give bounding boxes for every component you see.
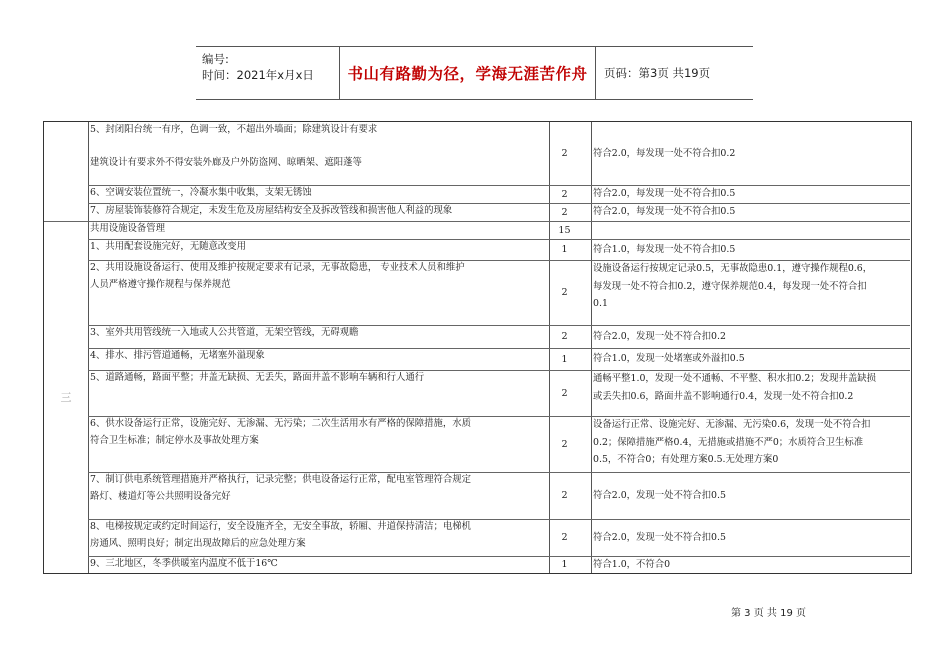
table-row-item — [90, 472, 550, 519]
rule-text-line: 0.5，不符合0；有处理方案0.5.无处理方案0 — [593, 454, 779, 465]
rule-text-line: 符合2.0，发现一处不符合扣0.5 — [593, 531, 726, 543]
rule-text-line: 符合2.0，每发现一处不符合扣0.2 — [593, 147, 736, 159]
table-row-rule — [593, 529, 907, 547]
table-row-item — [90, 348, 550, 370]
item-text-line — [90, 139, 550, 156]
rule-text-line: 符合1.0，每发现一处不符合扣0.5 — [593, 243, 736, 255]
table-row-item — [90, 416, 550, 472]
table-row-item — [90, 239, 550, 260]
table-row-score: 1 — [561, 244, 568, 255]
table-row-rule — [593, 260, 907, 313]
rule-text-line: 符合2.0，每发现一处不符合扣0.5 — [593, 188, 736, 200]
table-row-score: 2 — [561, 438, 568, 450]
rule-text-line: 通畅平整1.0，发现一处不通畅、不平整、积水扣0.2；发现井盖缺损 — [593, 373, 876, 384]
table-row-score: 2 — [561, 188, 568, 200]
table-row-rule — [593, 221, 907, 239]
table-row-rule — [593, 328, 907, 346]
table-row-rule — [593, 416, 907, 469]
item-text-line: 6、空调安装位置统一，冷凝水集中收集，支架无锈蚀 — [90, 187, 312, 198]
table-row-item — [90, 370, 550, 416]
rule-text-line: 每发现一处不符合扣0.2，遵守保养规范0.4，每发现一处不符合扣 — [593, 280, 867, 292]
table-row-rule — [593, 145, 907, 163]
assessment-table — [43, 121, 912, 574]
table-row-score: 2 — [561, 148, 568, 159]
item-text-line: 共用设施设备管理 — [90, 223, 166, 234]
header-page-code: 页码：第3页 共19页 — [604, 66, 711, 80]
item-text-line: 5、道路通畅，路面平整；井盖无缺损、无丢失，路面井盖不影响车辆和行人通行 — [90, 372, 425, 383]
item-text-line: 3、室外共用管线统一入地或人公共管道，无架空管线，无碍观瞻 — [90, 327, 359, 338]
table-row-rule — [593, 350, 907, 368]
section-group-label: 三 — [60, 391, 72, 404]
table-row-rule — [593, 185, 907, 203]
rule-text-line — [593, 221, 907, 239]
item-text-line: 路灯、楼道灯等公共照明设备完好 — [90, 490, 231, 502]
rule-text-line: 或丢失扣0.6，路面井盖不影响通行0.4，发现一处不符合扣0.2 — [593, 390, 854, 402]
table-row-item — [90, 556, 550, 573]
table-row-item — [90, 185, 550, 203]
item-text-line: 6、供水设备运行正常，设施完好、无渗漏、无污染；二次生活用水有严格的保障措施，水质 — [90, 418, 471, 429]
table-row-rule — [593, 241, 907, 259]
rule-text-line: 设施设备运行按规定记录0.5，无事故隐患0.1，遵守操作规程0.6， — [593, 263, 873, 274]
table-row-score: 15 — [558, 224, 571, 236]
item-text-line: 建筑设计有要求外不得安装外廊及户外防盗网、晾晒架、遮阳蓬等 — [90, 157, 362, 168]
table-row-item — [90, 122, 550, 185]
table-row-rule — [593, 487, 907, 505]
rule-text-line: 设备运行正常、设施完好、无渗漏、无污染0.6，发现一处不符合扣 — [593, 419, 871, 430]
table-row-item — [90, 221, 550, 239]
table-row-item — [90, 325, 550, 348]
table-row-score: 2 — [561, 387, 568, 399]
rule-text-line: 0.2；保障措施严格0.4，无措施或措施不严0；水质符合卫生标准 — [593, 436, 864, 448]
table-row-item — [90, 203, 550, 221]
table-row-score: 2 — [561, 532, 568, 543]
document-number-label: 编号: — [202, 52, 229, 66]
item-text-line: 5、封闭阳台统一有序，色调一致，不超出外墙面；除建筑设计有要求 — [90, 124, 378, 135]
table-row-score: 2 — [561, 490, 568, 501]
item-text-line: 1、共用配套设施完好，无随意改变用 — [90, 241, 246, 252]
item-text-line: 4、排水、排污管道通畅，无堵塞外溢现象 — [90, 350, 265, 361]
item-text-line: 7、制订供电系统管理措施并严格执行，记录完整；供电设备运行正常，配电室管理符合规定 — [90, 474, 471, 485]
item-text-line: 房通风、照明良好；制定出现故障后的应急处理方案 — [90, 537, 306, 549]
table-row-rule — [593, 556, 907, 574]
header-motto: 书山有路勤为径，学海无涯苦作舟 — [340, 47, 596, 99]
rule-text-line: 0.1 — [593, 298, 608, 309]
rule-text-line: 符合1.0，不符合0 — [593, 559, 671, 570]
page-footer: 第 3 页 共 19 页 — [731, 608, 806, 619]
table-row-score: 2 — [561, 287, 568, 298]
item-text-line: 9、三北地区，冬季供暖室内温度不低于16℃ — [90, 558, 278, 569]
document-time-label: 时间：2021年x月x日 — [202, 68, 314, 82]
table-row-score: 1 — [561, 559, 568, 570]
item-text-line: 2、共用设施设备运行、使用及维护按规定要求有记录，无事故隐患， 专业技术人员和维护 — [90, 262, 465, 273]
rule-text-line: 符合2.0，发现一处不符合扣0.2 — [593, 330, 726, 342]
page-header — [196, 46, 753, 100]
table-row-score: 2 — [561, 206, 568, 218]
table-row-rule — [593, 203, 907, 221]
rule-text-line: 符合2.0，每发现一处不符合扣0.5 — [593, 206, 736, 218]
table-row-score: 1 — [561, 353, 568, 365]
table-row-item — [90, 519, 550, 556]
rule-text-line: 符合1.0，发现一处堵塞或外溢扣0.5 — [593, 353, 745, 365]
item-text-line: 8、电梯按规定或约定时间运行，安全设施齐全，无安全事故，轿厢、井道保持清洁；电梯机 — [90, 521, 471, 532]
table-row-score: 2 — [561, 331, 568, 342]
item-text-line: 符合卫生标准；制定停水及事故处理方案 — [90, 434, 259, 446]
header-meta — [196, 47, 340, 99]
item-text-line: 人员严格遵守操作规程与保养规范 — [90, 278, 231, 290]
rule-text-line: 符合2.0，发现一处不符合扣0.5 — [593, 489, 726, 501]
item-text-line: 7、房屋装饰装修符合规定，未发生危及房屋结构安全及拆改管线和损害他人利益的现象 — [90, 205, 453, 216]
table-row-item — [90, 260, 550, 325]
table-row-rule — [593, 370, 907, 405]
